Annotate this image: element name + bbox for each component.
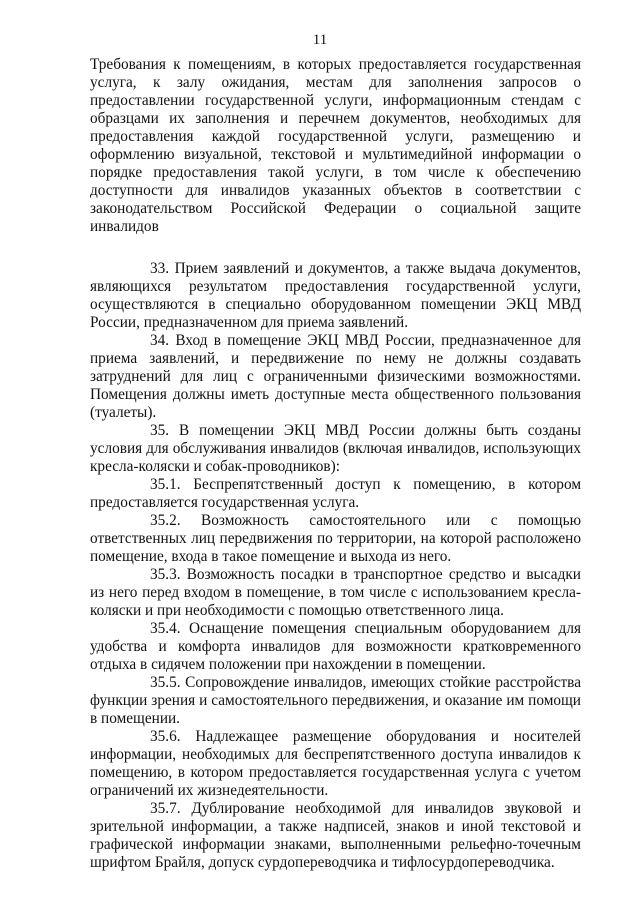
paragraph-35-7: 35.7. Дублирование необходимой для инвалидов звуковой и зрительной информации, а также надписей, знаков и иной текстовой и графической информации знаками, выполненными рельефно-точечным шрифтом Брайля, допуск сурдопереводчика и тифлосурдопереводчика. bbox=[90, 800, 581, 871]
paragraph-35-2: 35.2. Возможность самостоятельного или с помощью ответственных лиц передвижения по территории, на которой расположено помещение, входа в такое помещение и выхода из него. bbox=[90, 512, 581, 565]
paragraph-35-6: 35.6. Надлежащее размещение оборудования и носителей информации, необходимых для беспрепятственного доступа инвалидов к помещению, в котором предоставляется государственная услуга с учетом ограничений их жизнедеятельности. bbox=[90, 728, 581, 799]
page-number: 11 bbox=[312, 32, 328, 48]
paragraph-35-5: 35.5. Сопровождение инвалидов, имеющих стойкие расстройства функции зрения и самостоятельного передвижения, и оказание им помощи в помещении. bbox=[90, 674, 581, 727]
page-content bbox=[90, 56, 581, 872]
paragraph-35-4: 35.4. Оснащение помещения специальным оборудованием для удобства и комфорта инвалидов для возможности кратковременного отдыха в сидячем положении при нахождении в помещении. bbox=[90, 620, 581, 673]
paragraph-33: 33. Прием заявлений и документов, а также выдача документов, являющихся результатом предоставления государственной услуги, осуществляются в специально оборудованном помещении ЭКЦ МВД России, предназначенном для приема заявлений. bbox=[90, 260, 581, 331]
paragraph-35-1: 35.1. Беспрепятственный доступ к помещению, в котором предоставляется государственная услуга. bbox=[90, 476, 581, 511]
paragraph-35-3: 35.3. Возможность посадки в транспортное средство и высадки из него перед входом в помещение, в том числе с использованием кресла-коляски и при необходимости с помощью ответственного лица. bbox=[90, 566, 581, 619]
section-heading: Требования к помещениям, в которых предоставляется государственная услуга, к залу ожидания, местам для заполнения запросов о предоставлении государственной услуги, информационным стендам с образцами их заполнения и перечнем документов, необходимых для предоставления каждой государственной услуги, размещению и оформлению визуальной, текстовой и мультимедийной информации о порядке предоставления такой услуги, в том числе к обеспечению доступности для инвалидов указанных объектов в соответствии с законодательством Российской Федерации о социальной защите инвалидов bbox=[90, 56, 581, 235]
paragraph-34: 34. Вход в помещение ЭКЦ МВД России, предназначенное для приема заявлений, и передвижение по нему не должны создавать затруднений для лиц с ограниченными физическими возможностями. Помещения должны иметь доступные места общественного пользования (туалеты). bbox=[90, 332, 581, 421]
paragraph-35: 35. В помещении ЭКЦ МВД России должны быть созданы условия для обслуживания инвалидов (включая инвалидов, использующих кресла-коляски и собак-проводников): bbox=[90, 422, 581, 475]
